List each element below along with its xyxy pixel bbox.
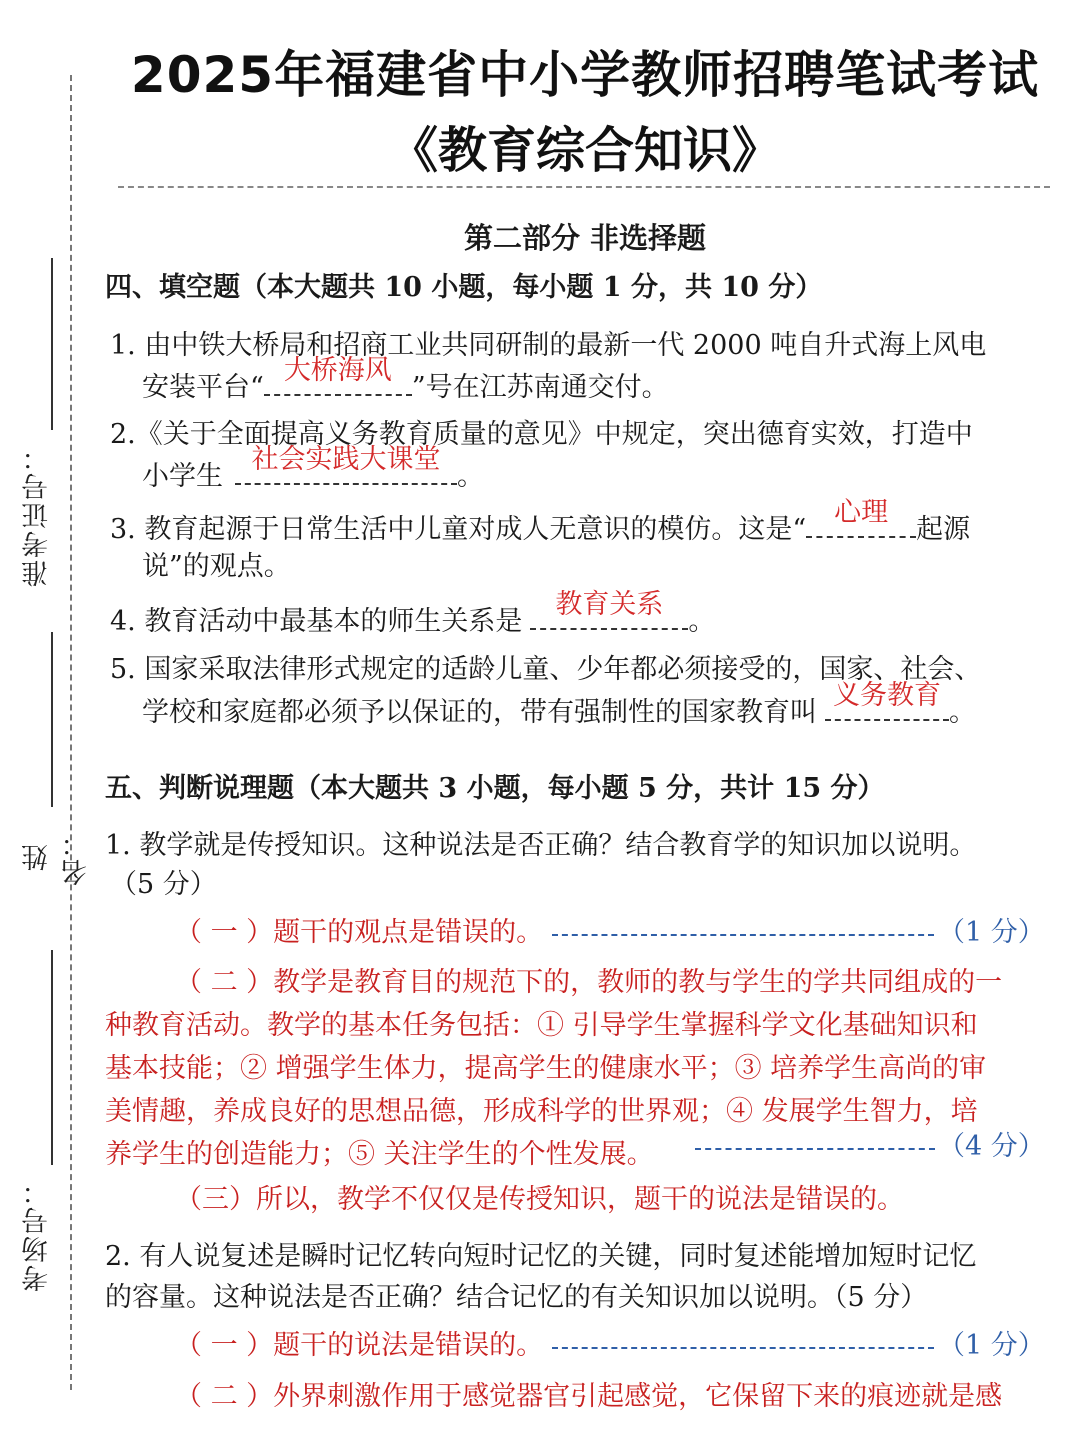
fill-q1-answer: 大桥海风 [283,355,392,386]
fill-q2-line2 [142,444,484,498]
judge-q1-answer2-leader [695,1148,935,1150]
judge-q1-answer1: （ 一 ）题干的观点是错误的。 [175,917,544,948]
fill-q1-line2 [142,355,669,409]
judge-q2-answer1-points: （1 分） [938,1330,1045,1361]
fill-q3-answer: 心理 [834,497,889,528]
fill-q5-answer: 义务教育 [833,680,941,711]
judge-q1-answer2-line1: （ 二 ）教学是教育目的规范下的，教师的教与学生的学共同组成的一 [175,967,1003,998]
fill-q3-blank [806,497,916,538]
fill-q4-blank [530,589,688,630]
judge-q1-answer1-leader [552,934,934,936]
fill-q5-line2 [142,680,976,734]
fill-q2-pre: 小学生 [142,461,223,492]
fill-q1-blank [264,355,412,396]
fill-q5-blank [825,680,949,721]
fill-q4-pre: 4. 教育活动中最基本的师生关系是 [110,606,523,637]
exam-id-label: 准考证号： [22,442,53,588]
fill-q4-answer: 教育关系 [555,589,664,620]
judge-q2-answer1: （ 一 ）题干的说法是错误的。 [175,1330,544,1361]
judge-q2-line2: 的容量。这种说法是否正确？结合记忆的有关知识加以说明。（5 分） [105,1282,928,1313]
fill-q4-line [110,589,716,643]
fill-q4-post: 。 [688,606,716,637]
judge-q2-answer2-line1: （ 二 ）外界刺激作用于感觉器官引起感觉，它保留下来的痕迹就是感 [175,1381,1003,1412]
fill-q1-post: ”号在江苏南通交付。 [411,372,669,403]
room-line [51,950,53,1165]
fill-q3-line2: 说”的观点。 [142,551,291,582]
header-divider [118,186,1050,188]
fill-q1-line1: 1. 由中铁大桥局和招商工业共同研制的最新一代 2000 吨自升式海上风电 [110,330,987,361]
page-subtitle: 《教育综合知识》 [388,122,781,179]
judge-q1-line2: （5 分） [110,869,217,900]
fill-q2-blank [235,444,457,485]
judge-q2-line1: 2. 有人说复述是瞬时记忆转向短时记忆的关键，同时复述能增加短时记忆 [105,1241,977,1272]
room-label: 考场号： [22,1176,53,1292]
fill-section-heading: 四、填空题（本大题共 10 小题，每小题 1 分，共 10 分） [105,272,823,303]
judge-q1-answer2-points: （4 分） [938,1131,1045,1162]
fill-q1-pre: 安装平台“ [142,372,264,403]
fill-q3-pre: 3. 教育起源于日常生活中儿童对成人无意识的模仿。这是“ [110,514,807,545]
fill-q2-post: 。 [457,461,484,492]
fill-q3-line1 [110,497,971,551]
name-line [51,632,53,807]
judge-q2-answer1-leader [552,1347,934,1349]
judge-q1-answer2-line5: 养学生的创造能力；⑤ 关注学生的个性发展。 [105,1139,654,1170]
judge-section-heading: 五、判断说理题（本大题共 3 小题，每小题 5 分，共计 15 分） [105,773,885,804]
page-title: 2025年福建省中小学教师招聘笔试考试 [130,46,1040,104]
fill-q5-post: 。 [949,697,976,728]
judge-q1-answer2-line2: 种教育活动。教学的基本任务包括：① 引导学生掌握科学文化基础知识和 [105,1010,978,1041]
judge-q1-answer3: （三）所以，教学不仅仅是传授知识，题干的说法是错误的。 [175,1184,904,1215]
name-label: 姓名： [22,828,92,886]
judge-q1-answer2-line3: 基本技能；② 增强学生体力，提高学生的健康水平；③ 培养学生高尚的审 [105,1053,987,1084]
fill-q3-post: 起源 [916,514,971,545]
binding-dashed-line [70,75,72,1390]
fill-q2-line1: 2.《关于全面提高义务教育质量的意见》中规定，突出德育实效，打造中 [110,419,973,450]
judge-q1-answer1-points: （1 分） [938,917,1045,948]
exam-id-line [51,258,53,430]
fill-q5-line1: 5. 国家采取法律形式规定的适龄儿童、少年都必须接受的，国家、社会、 [110,654,982,685]
fill-q5-pre: 学校和家庭都必须予以保证的，带有强制性的国家教育叫 [142,697,817,728]
part-title: 第二部分 非选择题 [463,221,707,255]
fill-q2-answer: 社会实践大课堂 [251,444,441,475]
judge-q1-line1: 1. 教学就是传授知识。这种说法是否正确？结合教育学的知识加以说明。 [105,830,977,861]
judge-q1-answer2-line4: 美情趣，养成良好的思想品德，形成科学的世界观；④ 发展学生智力，培 [105,1096,978,1127]
